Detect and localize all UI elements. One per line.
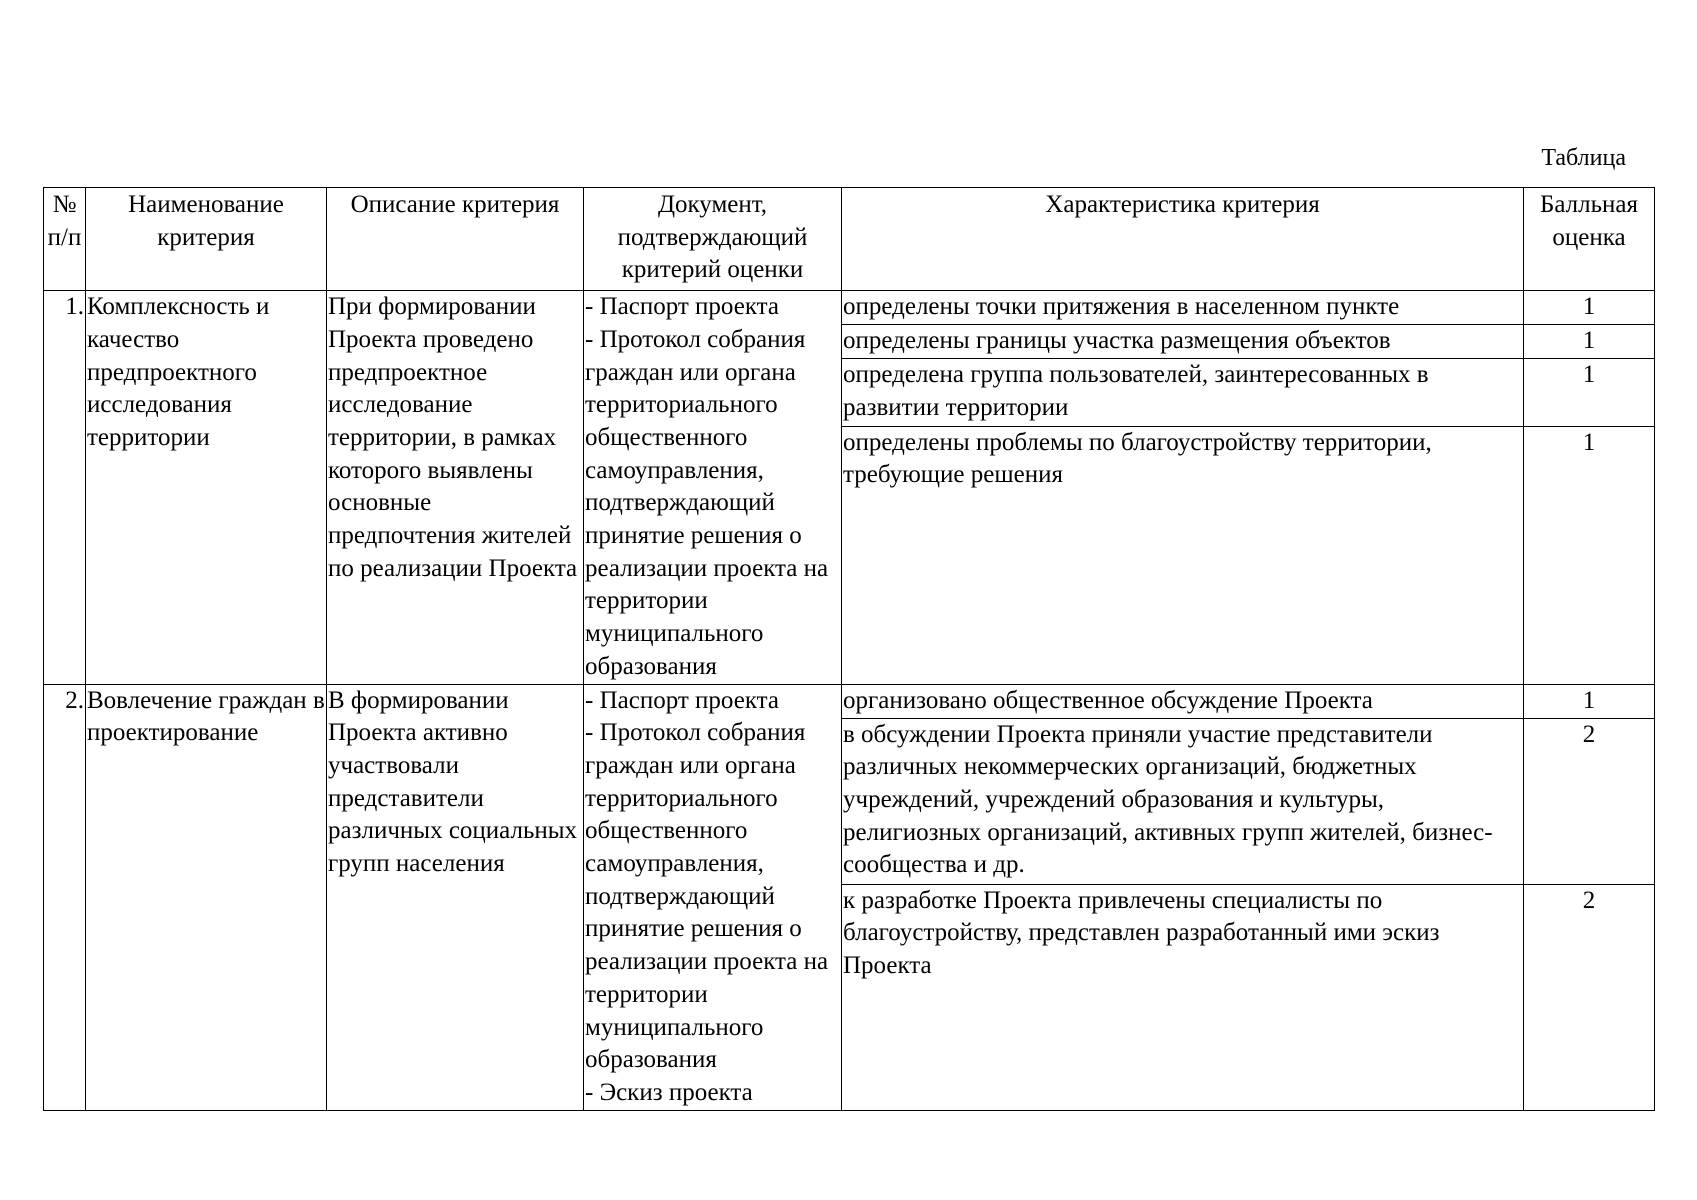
header-score: Балльная оценка: [1524, 188, 1655, 291]
row-number: 2.: [44, 684, 86, 1110]
row-number: 1.: [44, 291, 86, 684]
characteristic-text: определены проблемы по благоустройству территории, требующие решения: [842, 426, 1524, 684]
score-value: 1: [1524, 684, 1655, 718]
table-row: [44, 684, 1655, 718]
characteristic-text: организовано общественное обсуждение Проекта: [842, 684, 1524, 718]
characteristic-text: определены точки притяжения в населенном пункте: [842, 291, 1524, 325]
criterion-name: Вовлечение граждан в проектирование: [86, 684, 327, 1110]
score-value: 2: [1524, 884, 1655, 1110]
characteristic-text: определена группа пользователей, заинтересованных в развитии территории: [842, 359, 1524, 426]
criterion-name: Комплексность и качество предпроектного исследования территории: [86, 291, 327, 684]
header-name: Наименование критерия: [86, 188, 327, 291]
document-item: - Протокол собрания граждан или органа территориального общественного самоуправления, подтверждающий принятие решения о реализации проекта на территории муниципального образования: [585, 325, 829, 680]
characteristic-text: в обсуждении Проекта приняли участие представители различных некоммерческих организаций, бюджетных учреждений, учреждений образования и культуры, религиозных организаций, активных групп жителей, бизнес-сообщества и др.: [842, 718, 1524, 884]
document-item: - Паспорт проекта: [585, 686, 779, 714]
header-num: № п/п: [44, 188, 86, 291]
score-value: 1: [1524, 359, 1655, 426]
characteristic-text: определены границы участка размещения объектов: [842, 325, 1524, 359]
criterion-description: При формировании Проекта проведено предпроектное исследование территории, в рамках которого выявлены основные предпочтения жителей по реализации Проекта: [327, 291, 584, 684]
score-value: 1: [1524, 325, 1655, 359]
document-item: - Паспорт проекта: [585, 293, 779, 321]
score-value: 2: [1524, 718, 1655, 884]
criterion-description: В формировании Проекта активно участвовали представители различных социальных групп населения: [327, 684, 584, 1110]
header-document: Документ, подтверждающий критерий оценки: [584, 188, 842, 291]
header-description: Описание критерия: [327, 188, 584, 291]
criterion-documents: [584, 684, 842, 1110]
document-item: - Протокол собрания граждан или органа территориального общественного самоуправления, подтверждающий принятие решения о реализации проекта на территории муниципального образования: [585, 719, 829, 1074]
table-caption: Таблица: [1541, 145, 1626, 171]
criteria-table: [43, 187, 1655, 1111]
criterion-documents: [584, 291, 842, 684]
table-header-row: [44, 188, 1655, 291]
table-row: [44, 291, 1655, 325]
score-value: 1: [1524, 426, 1655, 684]
header-characteristic: Характеристика критерия: [842, 188, 1524, 291]
score-value: 1: [1524, 291, 1655, 325]
characteristic-text: к разработке Проекта привлечены специалисты по благоустройству, представлен разработанный ими эскиз Проекта: [842, 884, 1524, 1110]
document-item: - Эскиз проекта: [585, 1078, 753, 1106]
